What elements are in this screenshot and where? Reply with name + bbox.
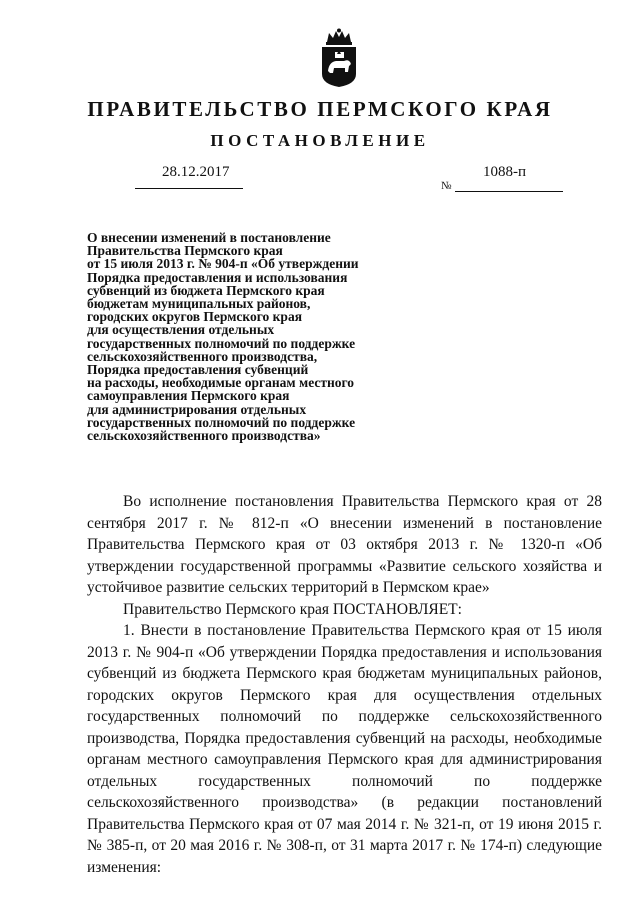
number-underline — [455, 191, 563, 192]
number-sign: № — [441, 180, 452, 192]
subject-line: самоуправления Пермского края — [87, 388, 290, 404]
subject-line: Правительства Пермского края — [87, 243, 283, 259]
document-type: ПОСТАНОВЛЕНИЕ — [210, 131, 430, 150]
date-underline — [135, 188, 243, 189]
document-body — [87, 491, 602, 878]
subject-line: для администрирования отдельных — [87, 401, 307, 417]
resolve-paragraph: Правительство Пермского края ПОСТАНОВЛЯЕТ: — [123, 600, 462, 618]
document-date: 28.12.2017 — [162, 164, 230, 180]
document-subject — [87, 231, 427, 442]
subject-line: бюджетам муниципальных районов, — [87, 296, 311, 312]
subject-line: от 15 июля 2013 г. № 904-п «Об утверждении — [87, 256, 359, 272]
subject-line: городских округов Пермского края — [87, 309, 302, 325]
subject-line: О внесении изменений в постановление — [87, 230, 331, 245]
perm-krai-coat-of-arms-icon — [320, 28, 358, 88]
government-title: ПРАВИТЕЛЬСТВО ПЕРМСКОГО КРАЯ — [87, 97, 553, 121]
preamble-paragraph: Во исполнение постановления Правительства Пермского края от 28 сентября 2017 г. № 812-п «О внесении изменений в постановление Правительства Пермского края от 03 октября 2013 г. № 1320-п «Об утверждении государственной программы «Развитие сельского хозяйства и устойчивое развитие сельских территорий в Пермском крае» — [87, 493, 602, 596]
item-1-paragraph: 1. Внести в постановление Правительства Пермского края от 15 июля 2013 г. № 904-п «Об утверждении Порядка предоставления и использования субвенций из бюджета Пермского края бюджетам муниципальных районов, городских округов Пермского края для осуществления отдельных государственных полномочий по поддержке сельскохозяйственного производства, Порядка предоставления субвенций на расходы, необходимые органам местного самоуправления Пермского края для администрирования отдельных государственных полномочий по поддержке сельскохозяйственного производства» (в редакции постановлений Правительства Пермского края от 07 мая 2014 г. № 321-п, от 19 июня 2015 г. № 385-п, от 20 мая 2016 г. № 308-п, от 31 марта 2017 г. № 174-п) следующие изменения: — [87, 622, 602, 876]
subject-line: на расходы, необходимые органам местного — [87, 375, 355, 391]
subject-line: Порядка предоставления субвенций — [87, 362, 309, 378]
subject-line: сельскохозяйственного производства» — [87, 428, 321, 444]
subject-line: государственных полномочий по поддержке — [87, 335, 356, 351]
document-number: 1088-п — [483, 164, 527, 180]
subject-line: государственных полномочий по поддержке — [87, 414, 356, 430]
subject-line: Порядка предоставления и использования — [87, 269, 348, 285]
subject-line: для осуществления отдельных — [87, 322, 275, 338]
subject-line: субвенций из бюджета Пермского края — [87, 282, 325, 298]
subject-line: сельскохозяйственного производства, — [87, 348, 318, 364]
